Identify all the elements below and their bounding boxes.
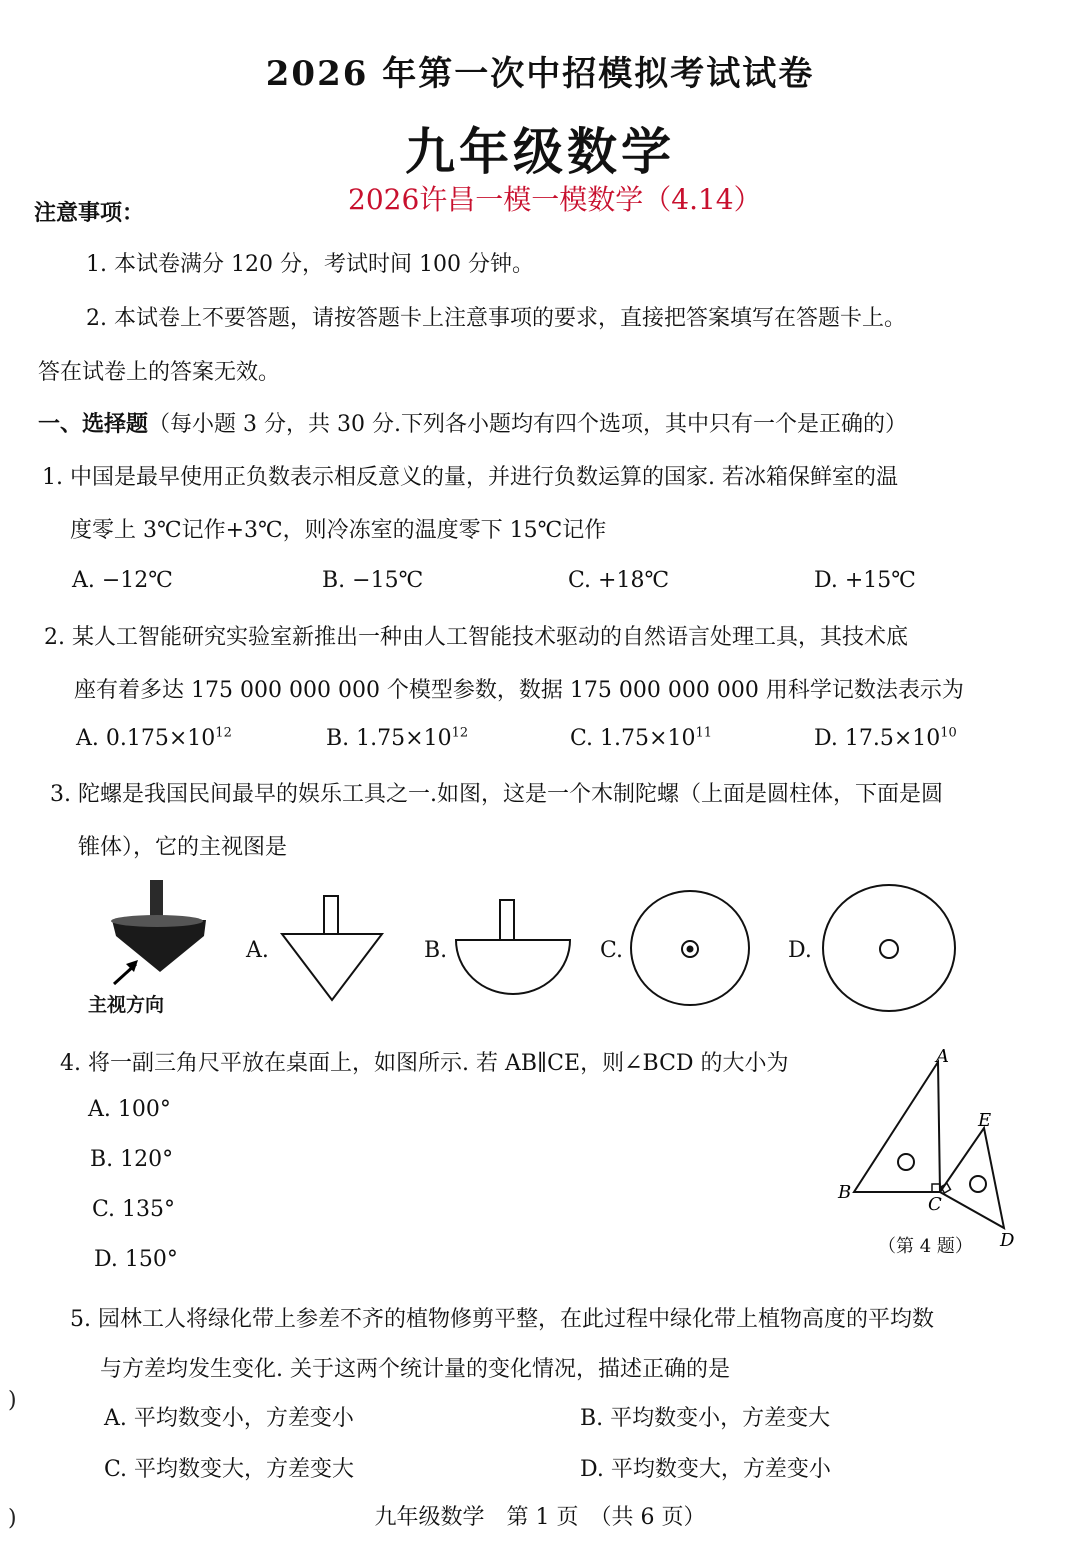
- q5-option-d: D. 平均数变大，方差变小: [580, 1457, 831, 1482]
- q2-option-c-base: 1.75×10: [600, 726, 696, 751]
- binding-mark-top: ): [8, 1388, 17, 1413]
- q3-option-c-figure: [628, 888, 754, 1008]
- q5-stem-line1: 5. 园林工人将绿化带上参差不齐的植物修剪平整，在此过程中绿化带上植物高度的平均数: [70, 1307, 934, 1332]
- q2-stem-line2: 座有着多达 175 000 000 000 个模型参数，数据 175 000 000 000 用科学记数法表示为: [74, 678, 964, 703]
- notice-item-2-line1: 2. 本试卷上不要答题，请按答题卡上注意事项的要求，直接把答案填写在答题卡上。: [86, 306, 906, 331]
- q5-option-b: B. 平均数变小，方差变大: [580, 1406, 831, 1431]
- q3-stem-line1: 3. 陀螺是我国民间最早的娱乐工具之一.如图，这是一个木制陀螺（上面是圆柱体，下面是圆: [50, 782, 943, 807]
- q4-option-a: A. 100°: [88, 1097, 171, 1122]
- red-watermark-tag: 2026许昌一模一模数学（4.14）: [348, 183, 762, 216]
- q2-option-b-label: B.: [326, 726, 357, 751]
- section-heading: [38, 407, 907, 438]
- q2-option-a: [76, 726, 232, 751]
- q2-option-b: [326, 726, 468, 751]
- q5-stem-line2: 与方差均发生变化. 关于这两个统计量的变化情况，描述正确的是: [100, 1357, 730, 1382]
- subject-title: 九年级数学: [405, 122, 675, 181]
- view-direction-label: 主视方向: [88, 994, 165, 1016]
- q1-stem-line1: 1. 中国是最早使用正负数表示相反意义的量，并进行负数运算的国家. 若冰箱保鲜室的温: [42, 465, 898, 490]
- q2-option-a-base: 0.175×10: [105, 726, 216, 751]
- q2-option-a-exp: 12: [215, 725, 232, 741]
- q1-option-d: D. +15℃: [814, 568, 916, 593]
- q2-option-b-base: 1.75×10: [356, 726, 452, 751]
- q4-triangle-figure: [828, 1040, 1028, 1260]
- point-label-e: E: [978, 1110, 992, 1131]
- q3-option-d-figure: [820, 882, 958, 1014]
- q3-option-b-figure: [450, 892, 578, 998]
- binding-mark-bottom: ): [8, 1506, 17, 1531]
- q2-option-d-label: D.: [814, 726, 845, 751]
- q2-option-a-label: A.: [76, 726, 106, 751]
- q2-option-d-base: 17.5×10: [844, 726, 941, 751]
- q4-option-c: C. 135°: [92, 1197, 176, 1222]
- point-label-a: A: [936, 1046, 949, 1067]
- notice-item-2-line2: 答在试卷上的答案无效。: [38, 360, 281, 385]
- q2-option-d: [814, 726, 957, 751]
- q1-stem-line2: 度零上 3℃记作+3℃，则冷冻室的温度零下 15℃记作: [70, 518, 607, 543]
- q5-option-a: A. 平均数变小，方差变小: [104, 1406, 354, 1431]
- point-label-d: D: [1000, 1230, 1015, 1251]
- page-footer: 九年级数学 第 1 页 （共 6 页）: [374, 1505, 706, 1530]
- q4-stem: 4. 将一副三角尺平放在桌面上，如图所示. 若 AB∥CE，则∠BCD 的大小为: [60, 1051, 789, 1076]
- section-desc: （每小题 3 分，共 30 分.下列各小题均有四个选项，其中只有一个是正确的）: [148, 412, 907, 437]
- notice-heading: 注意事项：: [34, 200, 145, 226]
- q4-figure-caption: （第 4 题）: [878, 1236, 973, 1257]
- q3-option-d-label: D.: [788, 938, 812, 963]
- q2-option-c: [570, 726, 712, 751]
- q3-option-b-label: B.: [424, 938, 448, 963]
- q5-option-c: C. 平均数变大，方差变大: [104, 1457, 355, 1482]
- point-label-c: C: [928, 1194, 942, 1215]
- q2-option-d-exp: 10: [940, 725, 957, 741]
- q2-stem-line1: 2. 某人工智能研究实验室新推出一种由人工智能技术驱动的自然语言处理工具，其技术底: [44, 625, 908, 650]
- notice-item-1: 1. 本试卷满分 120 分，考试时间 100 分钟。: [86, 252, 534, 277]
- q3-stem-line2: 锥体），它的主视图是: [78, 835, 288, 860]
- q1-option-c: C. +18℃: [568, 568, 670, 593]
- q3-option-a-label: A.: [246, 938, 269, 963]
- q3-option-c-label: C.: [600, 938, 624, 963]
- q1-option-a: A. −12℃: [72, 568, 173, 593]
- q4-option-d: D. 150°: [94, 1247, 178, 1272]
- point-label-b: B: [838, 1182, 852, 1203]
- exam-title: 2026 年第一次中招模拟考试试卷: [265, 54, 815, 94]
- q2-option-c-label: C.: [570, 726, 601, 751]
- q1-option-b: B. −15℃: [322, 568, 424, 593]
- q3-option-a-figure: [276, 890, 396, 1008]
- spinning-top-image: [100, 876, 220, 986]
- q4-option-b: B. 120°: [90, 1147, 174, 1172]
- section-label: 一、选择题: [38, 411, 149, 437]
- q2-option-b-exp: 12: [451, 725, 469, 741]
- q2-option-c-exp: 11: [695, 725, 713, 741]
